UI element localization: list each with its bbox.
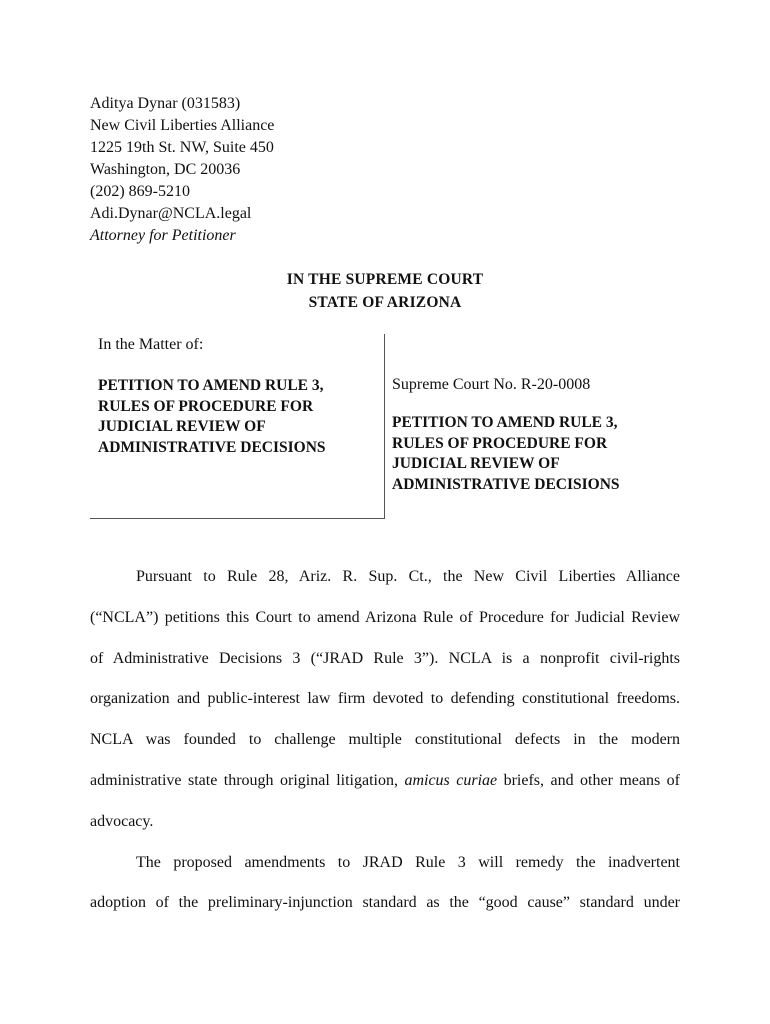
attorney-address-line2: Washington, DC 20036 [90, 161, 241, 178]
court-heading [0, 268, 770, 314]
body-line: adoption of the preliminary-injunction standard as the “good cause” standard under [90, 894, 680, 912]
body-line: organization and public-interest law firm devoted to defending constitutional freedoms. [90, 690, 680, 708]
attorney-name: Aditya Dynar (031583) [90, 95, 241, 112]
attorney-email: Adi.Dynar@NCLA.legal [90, 205, 252, 222]
body-line: The proposed amendments to JRAD Rule 3 will remedy the inadvertent [136, 853, 680, 871]
body-text [90, 557, 680, 924]
caption-title-right-line: ADMINISTRATIVE DECISIONS [392, 475, 620, 493]
body-line: (“NCLA”) petitions this Court to amend Arizona Rule of Procedure for Judicial Review [90, 608, 680, 626]
case-number: Supreme Court No. R-20-0008 [392, 376, 591, 393]
body-line: NCLA was founded to challenge multiple constitutional defects in the modern [90, 731, 680, 749]
body-line: of Administrative Decisions 3 (“JRAD Rule 3”). NCLA is a nonprofit civil-rights [90, 649, 680, 667]
caption-title-left-line: RULES OF PROCEDURE FOR [98, 397, 314, 415]
caption-title-right-line: JUDICIAL REVIEW OF [392, 455, 560, 472]
caption-title-left [98, 376, 388, 458]
body-line: advocacy. [90, 812, 154, 830]
caption-left-box [90, 334, 385, 519]
body-line-italic: amicus curiae [404, 771, 498, 789]
body-line: Pursuant to Rule 28, Ariz. R. Sup. Ct., the New Civil Liberties Alliance [136, 568, 680, 585]
caption-title-left-line: ADMINISTRATIVE DECISIONS [98, 438, 326, 456]
caption-title-left-line: PETITION TO AMEND RULE 3, [98, 377, 324, 394]
attorney-role: Attorney for Petitioner [90, 227, 236, 244]
matter-of-label: In the Matter of: [98, 336, 204, 353]
body-line-text: administrative state through original litigation, [90, 771, 405, 789]
court-heading-line2: STATE OF ARIZONA [308, 294, 462, 311]
body-line [90, 761, 680, 802]
caption-title-right-line: RULES OF PROCEDURE FOR [392, 434, 608, 452]
attorney-phone: (202) 869-5210 [90, 183, 190, 200]
paragraph-1 [90, 557, 680, 843]
paragraph-2 [90, 843, 680, 925]
attorney-org: New Civil Liberties Alliance [90, 117, 275, 134]
body-line-text: briefs, and other means of [497, 771, 681, 789]
caption-title-right-line: PETITION TO AMEND RULE 3, [392, 414, 618, 431]
caption-title-left-line: JUDICIAL REVIEW OF [98, 418, 266, 435]
caption-right-box [392, 376, 692, 495]
attorney-address-line1: 1225 19th St. NW, Suite 450 [90, 139, 274, 156]
attorney-block [90, 93, 274, 247]
caption-title-right [392, 413, 692, 495]
court-heading-line1: IN THE SUPREME COURT [286, 271, 484, 288]
